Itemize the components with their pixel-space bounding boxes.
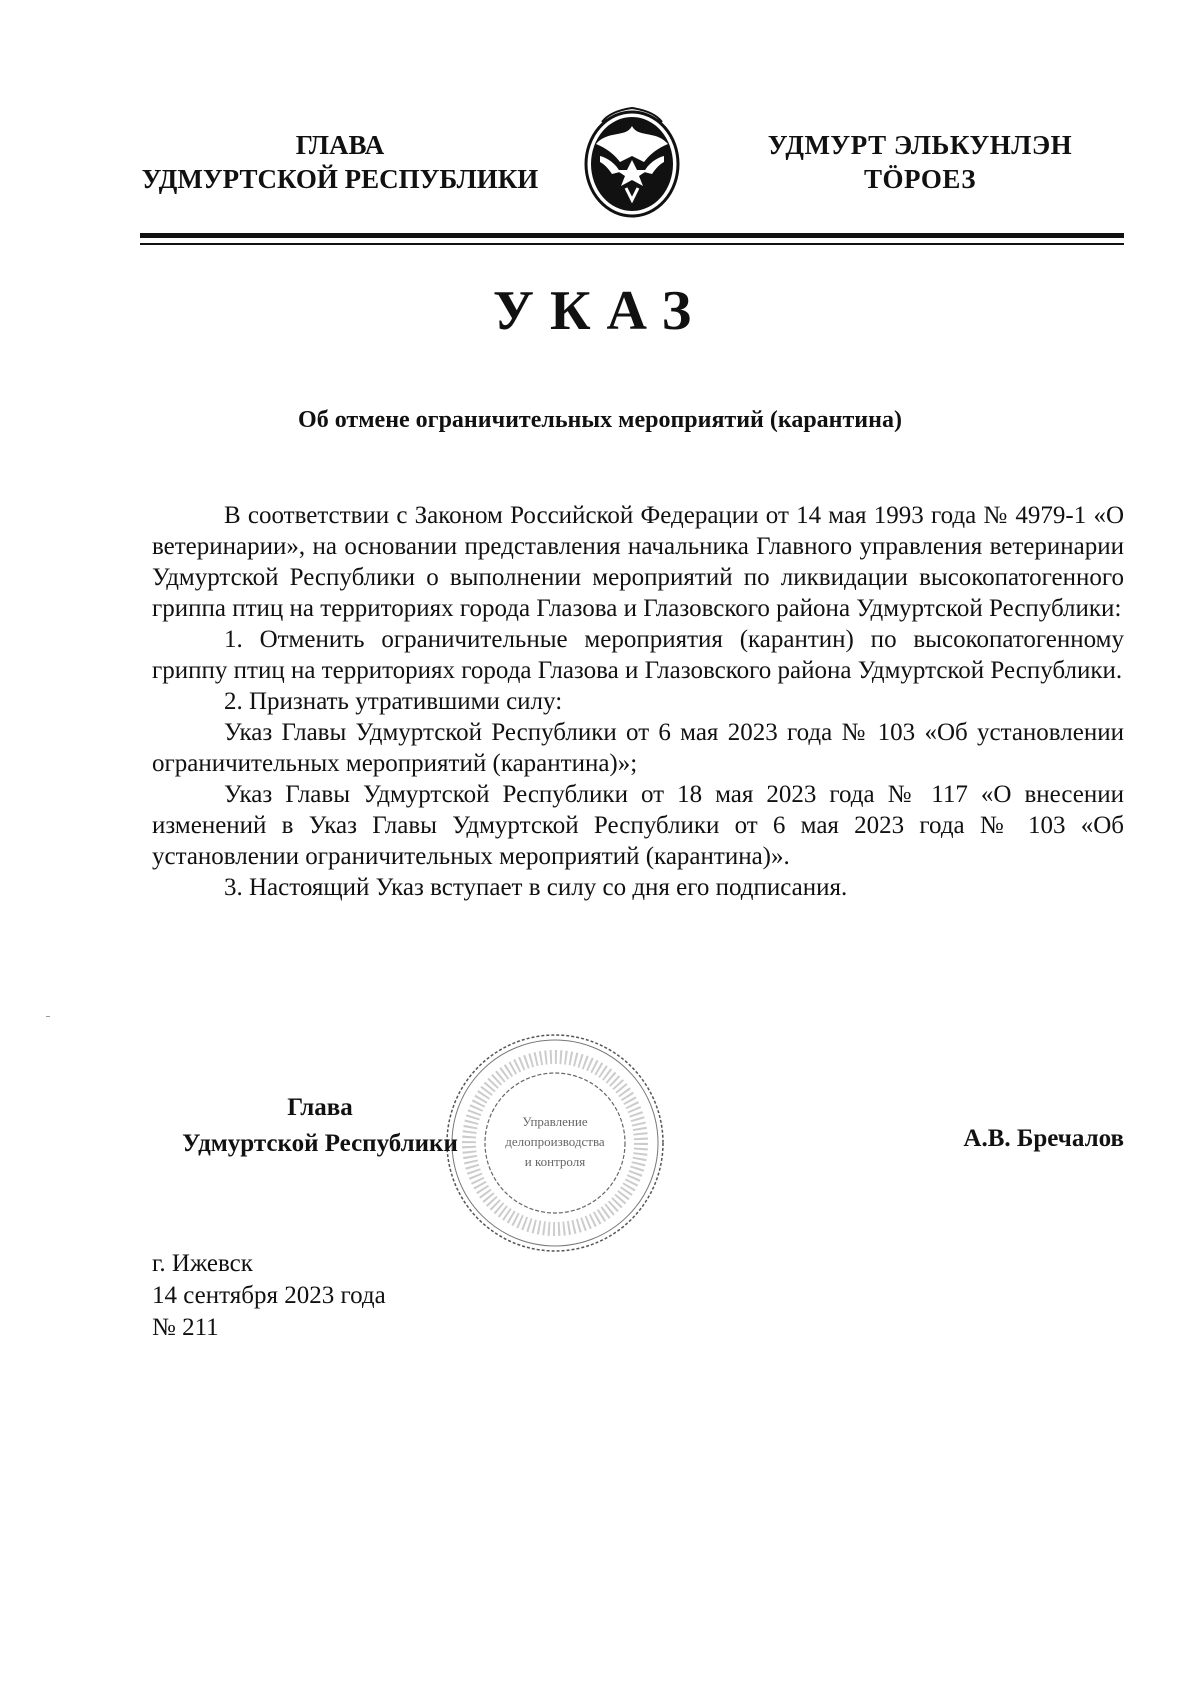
header-right-line2: ТӦРОЕЗ — [864, 164, 976, 194]
paragraph-repealed-2: Указ Главы Удмуртской Республики от 18 мая 2023 года № 117 «О внесении изменений в Указ Главы Удмуртской Республики от 6 мая 2023 года № 103 «Об установлении ограничительных мероприятий (карантина)». — [152, 781, 1124, 870]
paragraph-item-1: 1. Отменить ограничительные мероприятия (карантин) по высокопатогенному гриппу птиц на территориях города Глазова и Глазовского района Удмуртской Республики. — [152, 626, 1124, 684]
issue-city: г. Ижевск — [152, 1250, 253, 1277]
signature-title-line2: Удмуртской Республики — [182, 1130, 458, 1157]
paragraph-item-2: 2. Признать утратившими силу: — [224, 688, 563, 715]
issue-date: 14 сентября 2023 года — [152, 1282, 386, 1309]
decree-title: УКАЗ — [492, 280, 708, 342]
header-left-line2: УДМУРТСКОЙ РЕСПУБЛИКИ — [141, 164, 539, 194]
signature-name: А.В. Бречалов — [963, 1125, 1124, 1152]
issue-details — [152, 1248, 386, 1344]
issue-number: № 211 — [152, 1314, 219, 1341]
paragraph-item-3: 3. Настоящий Указ вступает в силу со дня его подписания. — [224, 874, 848, 901]
header-rule-thin — [140, 243, 1124, 245]
decree-subject: Об отмене ограничительных мероприятий (карантина) — [298, 407, 902, 433]
scan-edge-mark — [46, 1016, 50, 1017]
header-left — [120, 128, 560, 196]
signature-title — [150, 1090, 490, 1162]
stamp-center-line2: делопроизводства — [505, 1134, 605, 1149]
udmurt-coat-of-arms-icon — [578, 104, 686, 220]
stamp-center-line1: Управление — [522, 1114, 588, 1129]
stamp-center-line3: и контроля — [524, 1154, 586, 1169]
signature-title-line1: Глава — [287, 1094, 353, 1121]
header-right-line1: УДМУРТ ЭЛЬКУНЛЭН — [767, 130, 1073, 160]
paragraph-preamble: В соответствии с Законом Российской Федерации от 14 мая 1993 года № 4979-1 «О ветеринарии», на основании представления начальника Главного управления ветеринарии Удмуртской Республики о выполнении мероприятий по ликвидации высокопатогенного гриппа птиц на территориях города Глазова и Глазовского района Удмуртской Республики: — [152, 502, 1124, 622]
header-left-line1: ГЛАВА — [295, 130, 385, 160]
decree-body — [152, 500, 1124, 903]
header-right — [740, 128, 1100, 196]
paragraph-repealed-1: Указ Главы Удмуртской Республики от 6 мая 2023 года № 103 «Об установлении ограничительных мероприятий (карантина)»; — [152, 719, 1124, 777]
header-rule-thick — [140, 233, 1124, 238]
